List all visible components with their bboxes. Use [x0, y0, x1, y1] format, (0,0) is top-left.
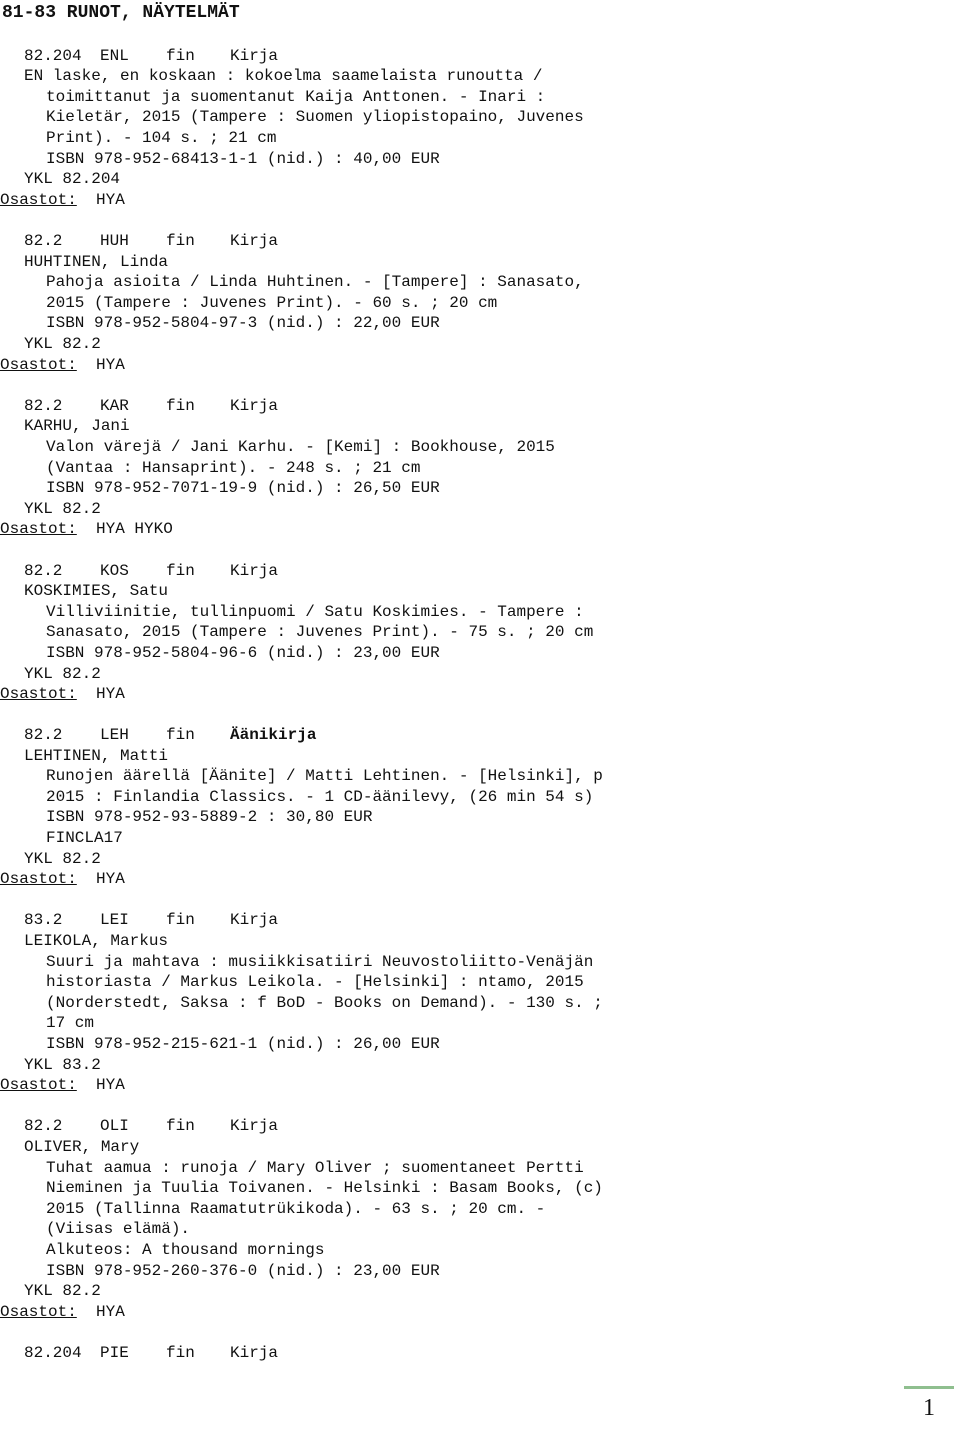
- entry-line: ISBN 978-952-215-621-1 (nid.) : 26,00 EUR: [46, 1035, 440, 1053]
- entry-type: Kirja: [230, 1117, 279, 1135]
- osastot-label: Osastot:: [0, 1303, 77, 1321]
- entry-ykl: YKL 82.2: [24, 335, 101, 353]
- entry-lang: fin: [166, 911, 195, 929]
- osastot-value: HYA: [96, 191, 125, 209]
- entry-header: [24, 1343, 278, 1363]
- entry-ykl: YKL 82.2: [24, 1282, 101, 1300]
- entry-code: ENL: [100, 47, 129, 65]
- entry-line: Nieminen ja Tuulia Toivanen. - Helsinki : Basam Books, (c): [46, 1179, 603, 1197]
- entry-line: Suuri ja mahtava : musiikkisatiiri Neuvostoliitto-Venäjän: [46, 953, 594, 971]
- entry-type: Kirja: [230, 47, 279, 65]
- entry-author: LEHTINEN, Matti: [24, 747, 169, 765]
- entry-header: [24, 1116, 278, 1136]
- entry-author: OLIVER, Mary: [24, 1138, 140, 1156]
- entry-line: Valon värejä / Jani Karhu. - [Kemi] : Bookhouse, 2015: [46, 438, 555, 456]
- osastot-label: Osastot:: [0, 1076, 77, 1094]
- entry-line: 17 cm: [46, 1014, 95, 1032]
- osastot-value: HYA: [96, 870, 125, 888]
- osastot-value: HYA: [96, 356, 125, 374]
- entry-line: Print). - 104 s. ; 21 cm: [46, 129, 277, 147]
- entry-class: 82.2: [24, 562, 63, 580]
- entry-line: ISBN 978-952-260-376-0 (nid.) : 23,00 EUR: [46, 1262, 440, 1280]
- entry-lang: fin: [166, 232, 195, 250]
- page-heading: 81-83 RUNOT, NÄYTELMÄT: [2, 3, 240, 23]
- entry-code: LEH: [100, 726, 129, 744]
- entry-line: 2015 : Finlandia Classics. - 1 CD-äänilevy, (26 min 54 s): [46, 788, 594, 806]
- entry-osastot: [0, 684, 125, 704]
- entry-line: ISBN 978-952-5804-96-6 (nid.) : 23,00 EUR: [46, 644, 440, 662]
- entry-lang: fin: [166, 726, 195, 744]
- entry-osastot: [0, 190, 125, 210]
- entry-header: [24, 46, 278, 66]
- osastot-label: Osastot:: [0, 520, 77, 538]
- entry-line: Alkuteos: A thousand mornings: [46, 1241, 325, 1259]
- entry-line: Villiviinitie, tullinpuomi / Satu Koskimies. - Tampere :: [46, 603, 584, 621]
- entry-header: [24, 561, 278, 581]
- osastot-value: HYA HYKO: [96, 520, 173, 538]
- entry-ykl: YKL 82.2: [24, 850, 101, 868]
- entry-code: KAR: [100, 397, 129, 415]
- entry-type: Kirja: [230, 232, 279, 250]
- entry-class: 82.2: [24, 726, 63, 744]
- entry-class: 82.2: [24, 232, 63, 250]
- osastot-label: Osastot:: [0, 685, 77, 703]
- entry-line: (Norderstedt, Saksa : f BoD - Books on Demand). - 130 s. ;: [46, 994, 603, 1012]
- entry-header: [24, 910, 278, 930]
- entry-line: (Viisas elämä).: [46, 1220, 191, 1238]
- entry-code: LEI: [100, 911, 129, 929]
- entry-type: Kirja: [230, 397, 279, 415]
- entry-line: Kieletär, 2015 (Tampere : Suomen yliopistopaino, Juvenes: [46, 108, 584, 126]
- entry-line: ISBN 978-952-5804-97-3 (nid.) : 22,00 EUR: [46, 314, 440, 332]
- entry-line: toimittanut ja suomentanut Kaija Anttonen. - Inari :: [46, 88, 546, 106]
- entry-ykl: YKL 82.2: [24, 500, 101, 518]
- entry-class: 83.2: [24, 911, 63, 929]
- entry-line: historiasta / Markus Leikola. - [Helsinki] : ntamo, 2015: [46, 973, 584, 991]
- entry-header: [24, 396, 278, 416]
- page-number: 1: [904, 1386, 954, 1432]
- entry-author: LEIKOLA, Markus: [24, 932, 169, 950]
- entry-osastot: [0, 1302, 125, 1322]
- entry-line: Sanasato, 2015 (Tampere : Juvenes Print). - 75 s. ; 20 cm: [46, 623, 594, 641]
- entry-line: ISBN 978-952-68413-1-1 (nid.) : 40,00 EUR: [46, 150, 440, 168]
- entry-osastot: [0, 1075, 125, 1095]
- entry-type: Kirja: [230, 1344, 279, 1362]
- osastot-label: Osastot:: [0, 191, 77, 209]
- osastot-value: HYA: [96, 1076, 125, 1094]
- entry-line: Tuhat aamua : runoja / Mary Oliver ; suomentaneet Pertti: [46, 1159, 584, 1177]
- entry-lang: fin: [166, 1344, 195, 1362]
- entry-class: 82.204: [24, 47, 82, 65]
- osastot-label: Osastot:: [0, 870, 77, 888]
- entry-line: (Vantaa : Hansaprint). - 248 s. ; 21 cm: [46, 459, 421, 477]
- entry-line: ISBN 978-952-7071-19-9 (nid.) : 26,50 EUR: [46, 479, 440, 497]
- entry-line: Runojen äärellä [Äänite] / Matti Lehtinen. - [Helsinki], p: [46, 767, 603, 785]
- entry-osastot: [0, 355, 125, 375]
- osastot-label: Osastot:: [0, 356, 77, 374]
- entry-lang: fin: [166, 562, 195, 580]
- entry-author: KARHU, Jani: [24, 417, 130, 435]
- entry-lang: fin: [166, 397, 195, 415]
- entry-line: FINCLA17: [46, 829, 123, 847]
- entry-line: 2015 (Tallinna Raamatutrükikoda). - 63 s. ; 20 cm. -: [46, 1200, 546, 1218]
- entry-type: Äänikirja: [230, 726, 317, 744]
- osastot-value: HYA: [96, 685, 125, 703]
- entry-line: EN laske, en koskaan : kokoelma saamelaista runoutta /: [24, 67, 543, 85]
- entry-osastot: [0, 519, 173, 539]
- osastot-value: HYA: [96, 1303, 125, 1321]
- entry-header: [24, 725, 316, 745]
- entry-class: 82.2: [24, 1117, 63, 1135]
- entry-code: PIE: [100, 1344, 129, 1362]
- entry-class: 82.204: [24, 1344, 82, 1362]
- entry-line: 2015 (Tampere : Juvenes Print). - 60 s. ; 20 cm: [46, 294, 498, 312]
- entry-ykl: YKL 82.204: [24, 170, 121, 188]
- entry-line: ISBN 978-952-93-5889-2 : 30,80 EUR: [46, 808, 373, 826]
- entry-author: HUHTINEN, Linda: [24, 253, 169, 271]
- entry-line: Pahoja asioita / Linda Huhtinen. - [Tampere] : Sanasato,: [46, 273, 584, 291]
- entry-author: KOSKIMIES, Satu: [24, 582, 169, 600]
- entry-header: [24, 231, 278, 251]
- entry-lang: fin: [166, 47, 195, 65]
- entry-code: KOS: [100, 562, 129, 580]
- entry-class: 82.2: [24, 397, 63, 415]
- entry-code: HUH: [100, 232, 129, 250]
- entry-type: Kirja: [230, 562, 279, 580]
- entry-ykl: YKL 82.2: [24, 665, 101, 683]
- entry-lang: fin: [166, 1117, 195, 1135]
- entry-osastot: [0, 869, 125, 889]
- entry-type: Kirja: [230, 911, 279, 929]
- entry-ykl: YKL 83.2: [24, 1056, 101, 1074]
- entry-code: OLI: [100, 1117, 129, 1135]
